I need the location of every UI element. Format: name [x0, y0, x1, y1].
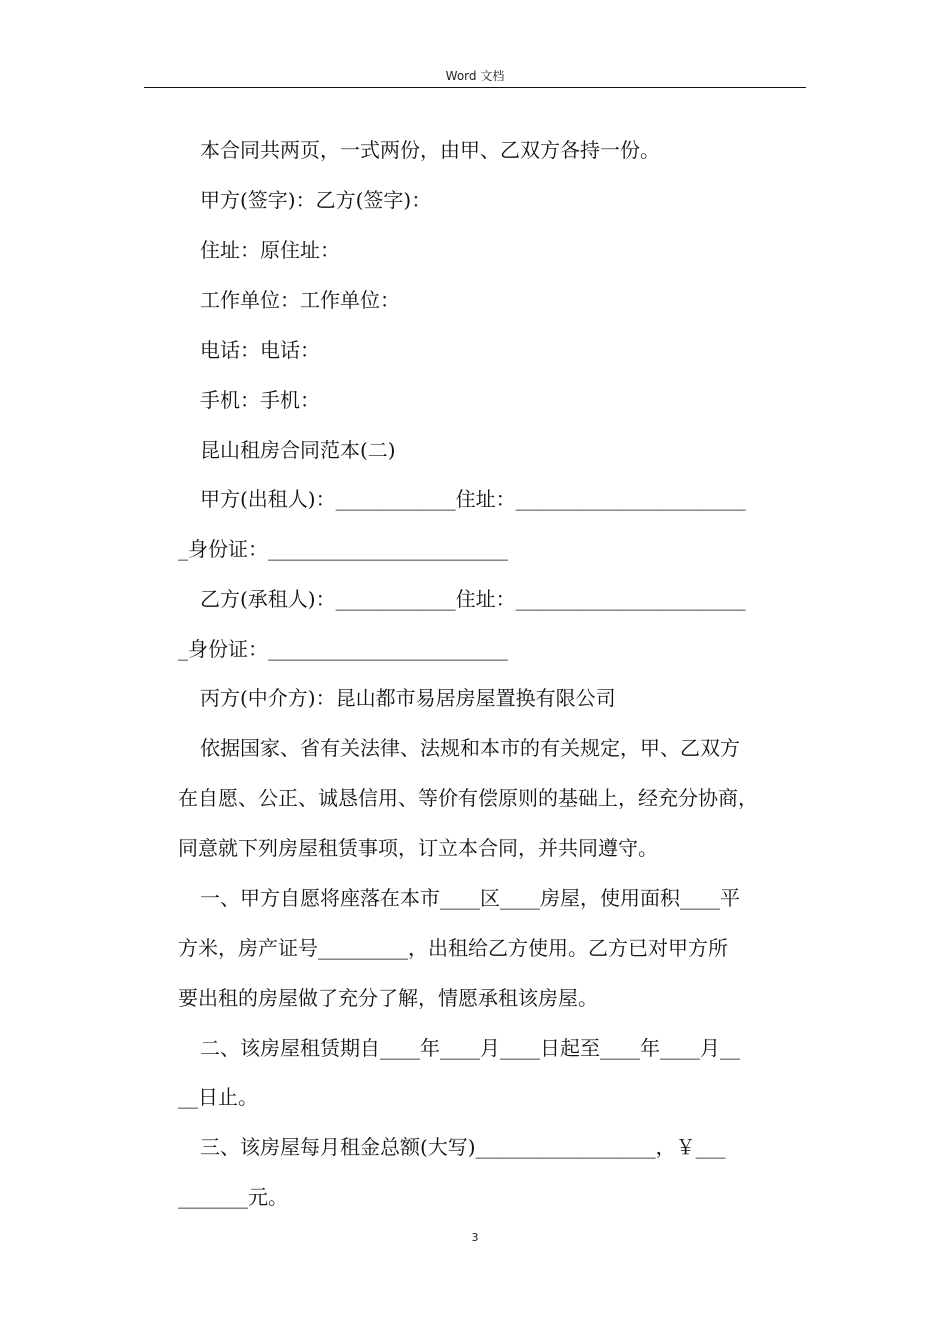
clause-3-line-1: 三、该房屋每月租金总额(大写)__________________，￥___ — [200, 1135, 726, 1159]
preamble-line-2: 在自愿、公正、诚恳信用、等价有偿原则的基础上，经充分协商， — [178, 786, 758, 810]
preamble-line-1: 依据国家、省有关法律、法规和本市的有关规定，甲、乙双方 — [200, 736, 740, 760]
clause-1-line-1: 一、甲方自愿将座落在本市____区____房屋，使用面积____平 — [200, 886, 740, 910]
phone-line: 电话：电话： — [200, 338, 320, 362]
mobile-line: 手机：手机： — [200, 388, 320, 412]
document-header-label: Word 文档 — [445, 69, 505, 83]
contract-pages-note: 本合同共两页，一式两份，由甲、乙双方各持一份。 — [200, 138, 660, 162]
preamble-line-3: 同意就下列房屋租赁事项，订立本合同，并共同遵守。 — [178, 836, 658, 860]
party-a-line: 甲方(出租人)：____________住址：_______________________ — [200, 487, 746, 511]
clause-2-line-1: 二、该房屋租赁期自____年____月____日起至____年____月__ — [200, 1036, 740, 1060]
header-divider — [144, 87, 806, 88]
address-line: 住址：原住址： — [200, 238, 340, 262]
party-a-id-line: _身份证：________________________ — [178, 537, 508, 561]
work-unit-line: 工作单位：工作单位： — [200, 288, 400, 312]
party-c-line: 丙方(中介方)：昆山都市易居房屋置换有限公司 — [200, 686, 616, 710]
section-title: 昆山租房合同范本(二) — [200, 438, 396, 462]
clause-3-line-2: _______元。 — [178, 1185, 288, 1209]
party-b-line: 乙方(承租人)：____________住址：_______________________ — [200, 587, 746, 611]
signature-line: 甲方(签字)：乙方(签字)： — [200, 188, 432, 212]
party-b-id-line: _身份证：________________________ — [178, 637, 508, 661]
page-number: 3 — [471, 1231, 479, 1244]
clause-1-line-3: 要出租的房屋做了充分了解，情愿承租该房屋。 — [178, 986, 598, 1010]
clause-1-line-2: 方米，房产证号_________，出租给乙方使用。乙方已对甲方所 — [178, 936, 728, 960]
clause-2-line-2: __日止。 — [178, 1085, 258, 1109]
